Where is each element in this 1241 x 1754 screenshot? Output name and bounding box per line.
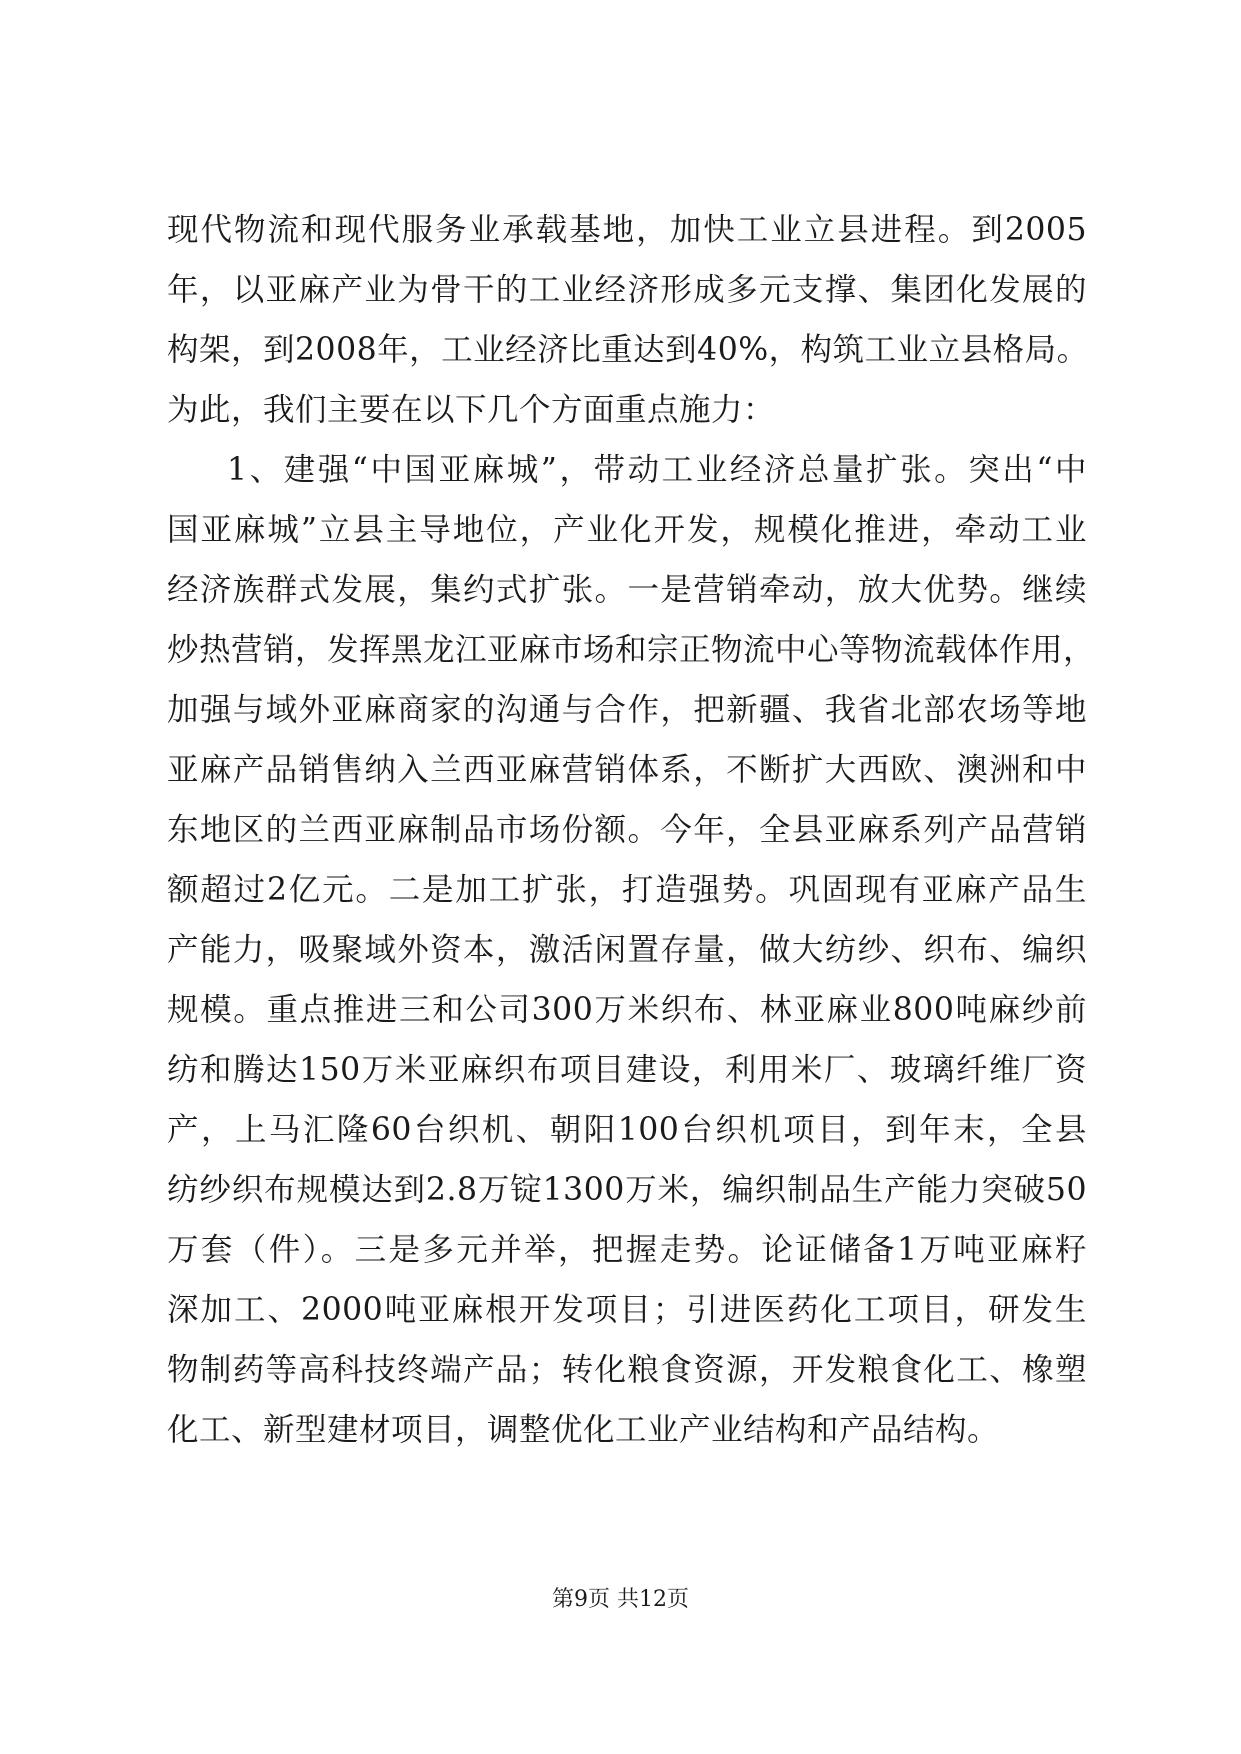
text-line-18: 万套（件）。三是多元并举，把握走势。论证储备1万吨亚麻籽 — [167, 1232, 1087, 1268]
text-line-20: 物制药等高科技终端产品；转化粮食资源，开发粮食化工、橡塑 — [167, 1352, 1087, 1388]
text-line-12: 额超过2亿元。二是加工扩张，打造强势。巩固现有亚麻产品生 — [167, 872, 1087, 908]
text-line-16: 产，上马汇隆60台织机、朝阳100台织机项目，到年末，全县 — [167, 1112, 1087, 1148]
text-line-10: 亚麻产品销售纳入兰西亚麻营销体系，不断扩大西欧、澳洲和中 — [167, 752, 1087, 788]
text-line-15: 纺和腾达150万米亚麻织布项目建设，利用米厂、玻璃纤维厂资 — [167, 1052, 1087, 1088]
text-line-3: 构架，到2008年，工业经济比重达到40%，构筑工业立县格局。 — [167, 332, 1089, 368]
text-line-14: 规模。重点推进三和公司300万米织布、林亚麻业800吨麻纱前 — [167, 992, 1087, 1028]
text-line-19: 深加工、2000吨亚麻根开发项目；引进医药化工项目，研发生 — [167, 1292, 1087, 1328]
text-line-13: 产能力，吸聚域外资本，激活闲置存量，做大纺纱、织布、编织 — [167, 932, 1087, 968]
text-line-1: 现代物流和现代服务业承载基地，加快工业立县进程。到2005 — [167, 212, 1087, 248]
text-line-7: 经济族群式发展，集约式扩张。一是营销牵动，放大优势。继续 — [167, 572, 1087, 608]
text-line-11: 东地区的兰西亚麻制品市场份额。今年，全县亚麻系列产品营销 — [167, 812, 1087, 848]
text-line-6: 国亚麻城”立县主导地位，产业化开发，规模化推进，牵动工业 — [167, 512, 1087, 548]
text-line-9: 加强与域外亚麻商家的沟通与合作，把新疆、我省北部农场等地 — [167, 692, 1087, 728]
text-line-8: 炒热营销，发挥黑龙江亚麻市场和宗正物流中心等物流载体作用， — [167, 632, 1096, 668]
page-number-footer: 第9页 共12页 — [552, 1587, 689, 1612]
text-line-21: 化工、新型建材项目，调整优化工业产业结构和产品结构。 — [167, 1412, 1000, 1448]
text-line-2: 年，以亚麻产业为骨干的工业经济形成多元支撑、集团化发展的 — [167, 272, 1087, 308]
text-line-17: 纺纱织布规模达到2.8万锭1300万米，编织制品生产能力突破50 — [167, 1172, 1087, 1208]
text-line-5: 1、建强“中国亚麻城”，带动工业经济总量扩张。突出“中 — [227, 452, 1087, 488]
text-line-4: 为此，我们主要在以下几个方面重点施力： — [167, 392, 776, 428]
